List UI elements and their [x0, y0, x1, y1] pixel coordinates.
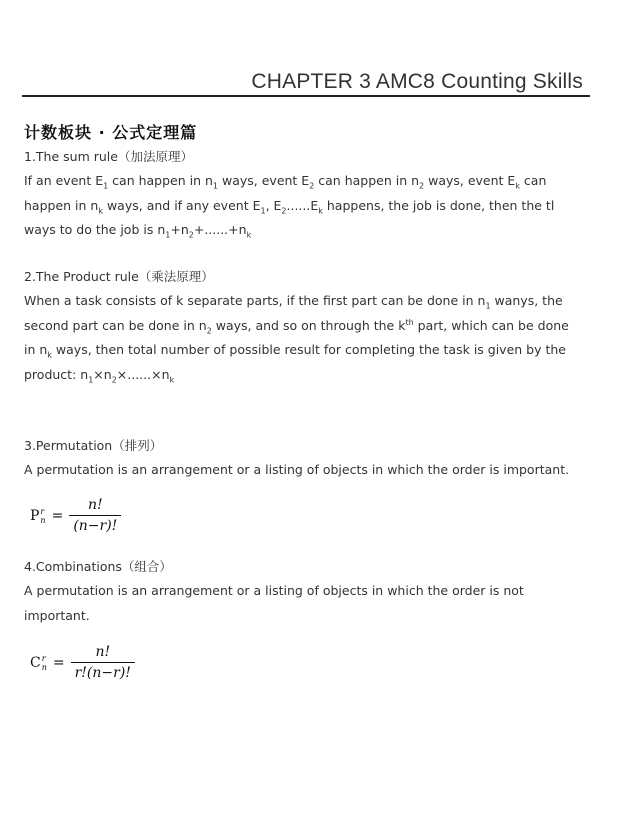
permutation-numerator: n!: [87, 497, 103, 513]
product-rule-line-1: When a task consists of k separate parts, if the first part can be done in $n_1$ wanys, the: [24, 293, 563, 311]
combination-formula: [30, 644, 135, 681]
product-rule-paragraph: [24, 289, 569, 387]
combinations-description: A permutation is an arrangement or a listing of objects in which the order is not important.: [24, 583, 524, 623]
sum-rule-paragraph: [24, 169, 569, 243]
permutation-denominator: (n−r)!: [69, 515, 121, 534]
sum-rule-line-2: happen in $n_k$ ways, and if any event $E_1$, $E_2......E_k$ happens, the job is done, then the tl: [24, 197, 555, 215]
sum-rule-line-1: If an event $E_1$ can happen in $n_1$ ways, event $E_2$ can happen in $n_2$ ways, event $E_k$ can: [24, 173, 547, 191]
permutation-heading: 3.Permutation（排列）: [24, 438, 163, 453]
combination-denominator: r!(n−r)!: [71, 662, 135, 681]
product-rule-line-4: product: $n_1\times n_2\times......\times n_k$: [24, 366, 175, 384]
sum-rule-heading: 1.The sum rule（加法原理）: [24, 149, 193, 164]
combination-equals: =: [52, 654, 65, 671]
permutation-equals: =: [51, 507, 64, 524]
combination-numerator: n!: [95, 644, 111, 660]
combination-symbol: C r n: [30, 653, 47, 672]
permutation-formula: [30, 497, 121, 534]
section-title: 计数板块 · 公式定理篇: [24, 123, 198, 142]
permutation-description: A permutation is an arrangement or a listing of objects in which the order is important.: [24, 462, 570, 477]
combinations-heading: 4.Combinations（组合）: [24, 559, 172, 574]
permutation-fraction: [69, 497, 121, 534]
product-rule-line-2: second part can be done in $n_2$ ways, and so on through the $k^{th}$ part, which can be done: [24, 317, 569, 335]
combination-fraction: [71, 644, 135, 681]
chapter-title: CHAPTER 3 AMC8 Counting Skills: [251, 70, 583, 93]
product-rule-line-3: in $n_k$ ways, then total number of possible result for completing the task is given by the: [24, 342, 566, 360]
product-rule-heading: 2.The Product rule（乘法原理）: [24, 269, 214, 284]
permutation-symbol: P r n: [30, 506, 46, 525]
header-divider: [22, 95, 590, 97]
sum-rule-line-3: ways to do the job is $n_1+n_2+......+n_k$: [24, 222, 252, 240]
